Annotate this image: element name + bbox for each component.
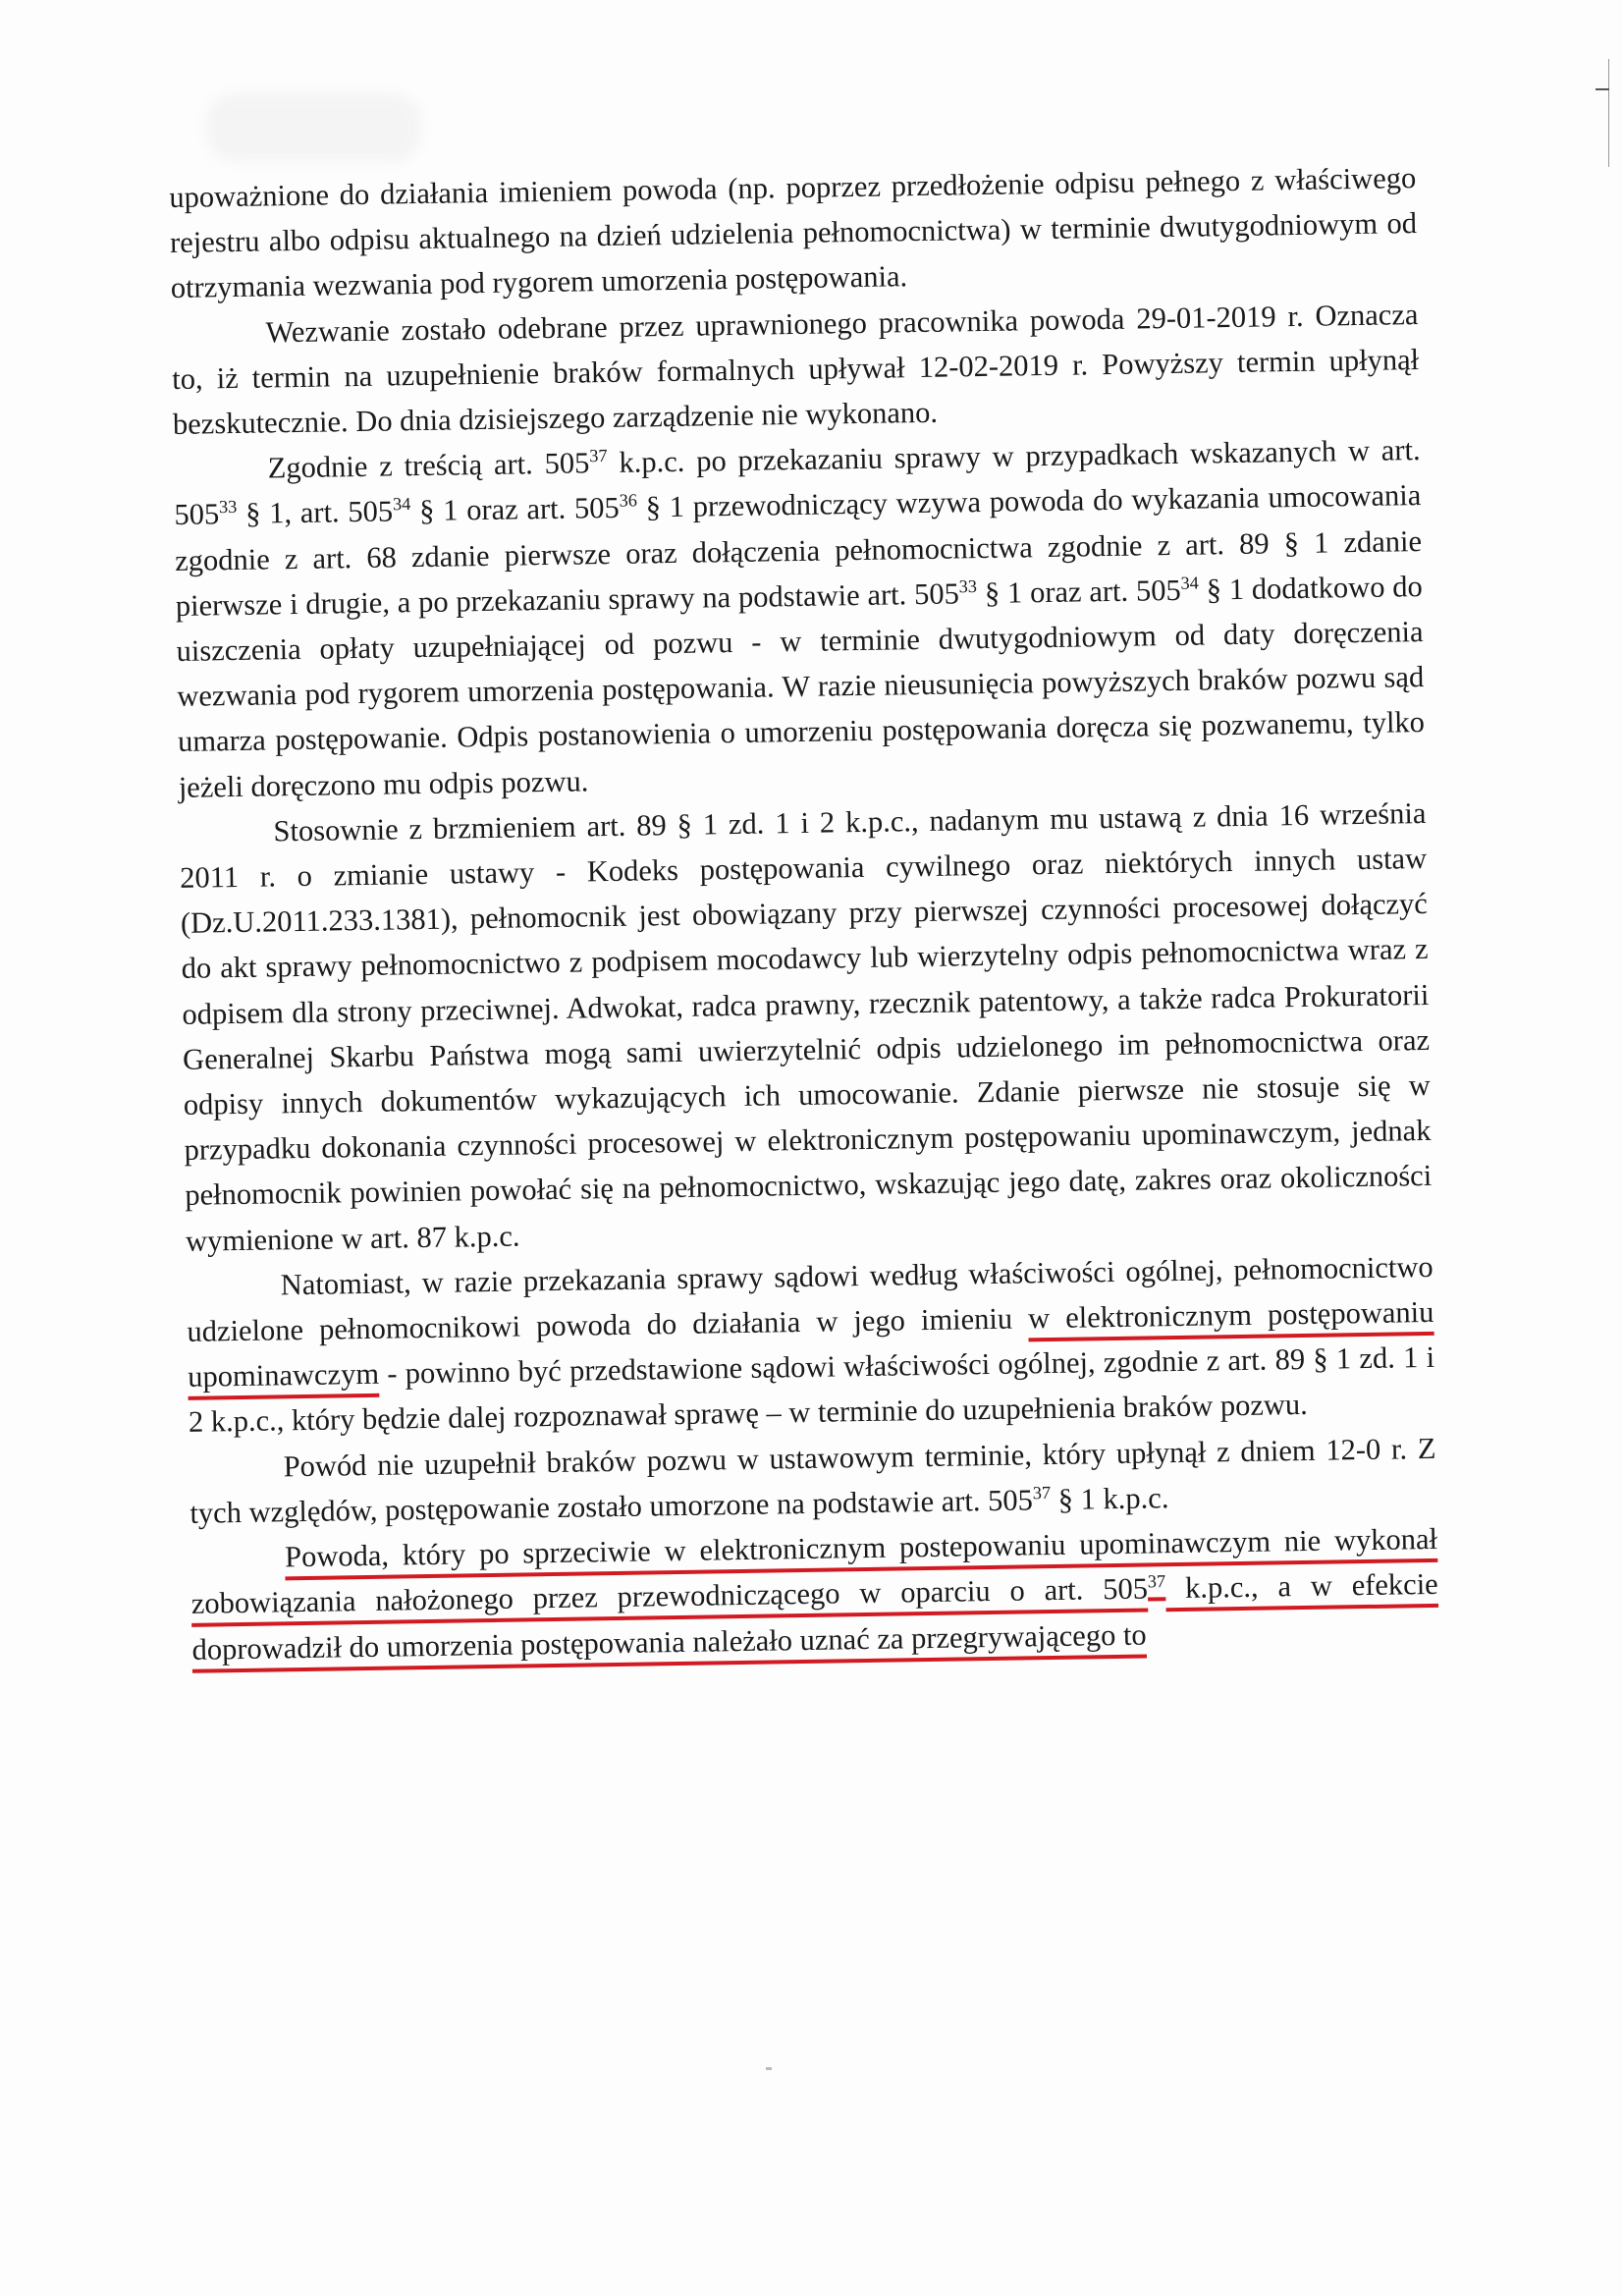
- scan-speck: [766, 2067, 772, 2070]
- p3-text-d: § 1 oraz art. 505: [410, 491, 620, 528]
- paragraph-7: [190, 1516, 1439, 1672]
- p6-sup: 37: [1032, 1482, 1052, 1503]
- p3-text-e: § 1 przewodniczący wzywa powoda do wykazania umocowania zgodnie z art. 68 zdanie pierwsze oraz dołączenia pełnomocnictwa zgodnie z art. 89 § 1 zdanie pierwsze i drugie, a po przekazaniu sprawy na podstawie art. 505: [174, 478, 1423, 623]
- p6-text-b: § 1 k.p.c.: [1050, 1481, 1169, 1516]
- page-edge-mark: [1608, 59, 1609, 167]
- p3-text-c: § 1, art. 505: [237, 494, 394, 531]
- p3-sup-1: 37: [589, 446, 608, 466]
- faded-stamp-mark: [206, 93, 422, 162]
- p3-text-b: k.p.c. po przekazaniu sprawy w przypadkach wskazanych w art. 505: [174, 433, 1421, 532]
- paragraph-2: Wezwanie zostało odebrane przez uprawnionego pracownika powoda 29-01-2019 r. Oznacza to, iż termin na uzupełnienie braków formalnych upływał 12-02-2019 r. Powyższy termin upłynął bezskutecznie. Do dnia dzisiejszego zarządzenie nie wykonano.: [171, 297, 1420, 441]
- p3-sup-4: 36: [619, 490, 638, 512]
- p3-text-a: Zgodnie z treścią art. 505: [267, 446, 590, 485]
- paragraph-1: upoważnione do działania imieniem powoda (np. poprzez przedłożenie odpisu pełnego z właściwego rejestru albo odpisu aktualnego na dzień udzielenia pełnomocnictwa) w terminie dwutygodniowym od otrzymania wezwania pod rygorem umorzenia postępowania.: [169, 161, 1418, 305]
- paragraph-5: [186, 1244, 1435, 1446]
- paragraph-3: [173, 427, 1426, 810]
- page-edge-tick: [1596, 88, 1609, 90]
- p5-text-a: Natomiast, w razie przekazania sprawy sądowi według właściwości ogólnej, pełnomocnictwo udzielone pełnomocnikowi powoda do działania w jego imieniu: [187, 1249, 1434, 1348]
- p6-text-a: Powód nie uzupełnił braków pozwu w ustawowym terminie, który upłynął z dniem 12-0 r. Z tych względów, postępowanie zostało umorzone na podstawie art. 505: [189, 1431, 1436, 1530]
- document-body: [169, 155, 1439, 1671]
- p5-text-b: - powinno być przedstawione sądowi właściwości ogólnej, zgodnie z art. 89 § 1 zd. 1 i 2 k.p.c., który będzie dalej rozpoznawał sprawę – w terminie do uzupełnienia braków pozwu.: [188, 1340, 1435, 1440]
- p3-sup-5: 33: [958, 575, 978, 597]
- p3-sup-6: 34: [1180, 573, 1199, 593]
- p3-sup-2: 33: [218, 497, 238, 518]
- p7-text-a: Powoda, który po sprzeciwie w elektronicznym postepowaniu upominawczym nie wykonał zobowiązania nałożonego przez przewodniczącego w oparciu o art. 505: [190, 1521, 1438, 1621]
- p7-text-b: k.p.c., a w efekcie doprowadził do umorzenia postępowania należało uznać za przegrywającego to: [191, 1567, 1438, 1667]
- paragraph-4: Stosownie z brzmieniem art. 89 § 1 zd. 1 i 2 k.p.c., nadanym mu ustawą z dnia 16 września 2011 r. o zmianie ustawy - Kodeks postępowania cywilnego oraz niektórych innych ustaw (Dz.U.2011.233.1381), pełnomocnik jest obowiązany przy pierwszej czynności procesowej dołączyć do akt sprawy pełnomocnictwo z podpisem mocodawcy lub wierzytelny odpis pełnomocnictwa wraz z odpisem dla strony przeciwnej. Adwokat, radca prawny, rzecznik patentowy, a także radca Prokuratorii Generalnej Skarbu Państwa mogą sami uwierzytelnić odpis udzielonego im pełnomocnictwa oraz odpisy innych dokumentów wykazujących ich umocowanie. Zdanie pierwsze nie stosuje się w przypadku dokonania czynności procesowej w elektronicznym postępowaniu upominawczym, jednak pełnomocnik powinien powołać się na pełnomocnictwo, wskazując jego datę, zakres oraz okoliczności wymienione w art. 87 k.p.c.: [179, 795, 1433, 1258]
- p3-text-g: § 1 dodatkowo do uiszczenia opłaty uzupełniającej od pozwu - w terminie dwutygodniowym od daty doręczenia wezwania pod rygorem umorzenia postępowania. W razie nieusunięcia powyższych braków pozwu sąd umarza postępowanie. Odpis postanowienia o umorzeniu postępowania doręcza się pozwanemu, tylko jeżeli doręczono mu odpis pozwu.: [176, 569, 1426, 804]
- p5-underlined-phrase: w elektronicznym postępowaniu upominawczym: [187, 1294, 1434, 1394]
- p3-text-f: § 1 oraz art. 505: [976, 573, 1181, 610]
- p7-sup: 37: [1147, 1571, 1166, 1592]
- p3-sup-3: 34: [392, 494, 411, 515]
